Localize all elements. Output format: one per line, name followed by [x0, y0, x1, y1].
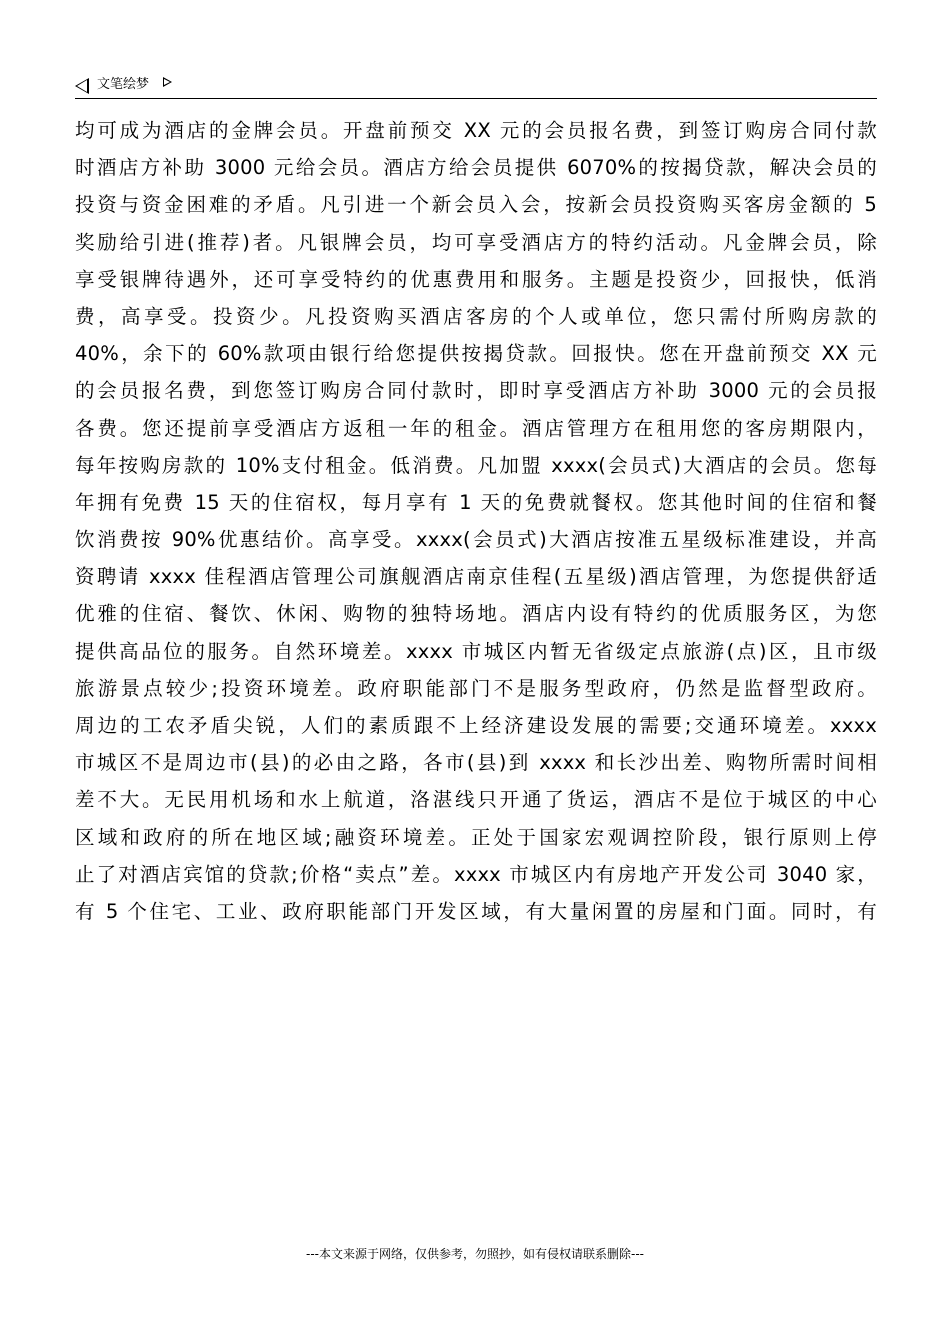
page-header	[75, 74, 877, 99]
body-line: 费，高享受。投资少。凡投资购买酒店客房的个人或单位，您只需付所购房款的	[75, 304, 877, 328]
body-line: 均可成为酒店的金牌会员。开盘前预交 XX 元的会员报名费，到签订购房合同付款	[75, 119, 877, 142]
body-line: 每年按购房款的 10%支付租金。低消费。凡加盟 xxxx(会员式)大酒店的会员。您每	[75, 453, 877, 477]
body-line: 周边的工农矛盾尖锐，人们的素质跟不上经济建设发展的需要;交通环境差。xxxx	[75, 714, 877, 737]
body-line: 年拥有免费 15 天的住宿权，每月享有 1 天的免费就餐权。您其他时间的住宿和餐	[75, 490, 877, 514]
body-line: 优雅的住宿、餐饮、休闲、购物的独特场地。酒店内设有特约的优质服务区，为您	[75, 602, 877, 626]
body-line: 奖励给引进(推荐)者。凡银牌会员，均可享受酒店方的特约活动。凡金牌会员，除	[75, 230, 877, 254]
body-line: 投资与资金困难的矛盾。凡引进一个新会员入会，按新会员投资购买客房金额的 5	[75, 193, 877, 217]
body-line: 各费。您还提前享受酒店方返租一年的租金。酒店管理方在租用您的客房期限内，	[75, 416, 877, 440]
body-line: 时酒店方补助 3000 元给会员。酒店方给会员提供 6070%的按揭贷款，解决会员的	[75, 156, 877, 180]
left-triangle-icon	[75, 78, 89, 94]
body-line: 区域和政府的所在地区域;融资环境差。正处于国家宏观调控阶段，银行原则上停	[75, 825, 877, 849]
page-footer: ---本文来源于网络，仅供参考，勿照抄，如有侵权请联系删除---	[306, 1247, 644, 1261]
header-title: 文笔绘梦	[97, 77, 150, 92]
document-body	[75, 112, 877, 930]
body-line: 旅游景点较少;投资环境差。政府职能部门不是服务型政府，仍然是监督型政府。	[75, 676, 877, 700]
body-line: 的会员报名费，到您签订购房合同付款时，即时享受酒店方补助 3000 元的会员报	[75, 379, 877, 403]
body-line: 差不大。无民用机场和水上航道，洛湛线只开通了货运，酒店不是位于城区的中心	[75, 788, 877, 812]
body-line: 资聘请 xxxx 佳程酒店管理公司旗舰酒店南京佳程(五星级)酒店管理，为您提供舒适	[75, 565, 877, 589]
body-line: 40%，余下的 60%款项由银行给您提供按揭贷款。回报快。您在开盘前预交 XX 元	[75, 342, 877, 366]
body-line: 有 5 个住宅、工业、政府职能部门开发区域，有大量闲置的房屋和门面。同时，有	[75, 899, 877, 923]
body-line: 提供高品位的服务。自然环境差。xxxx 市城区内暂无省级定点旅游(点)区，且市级	[75, 639, 877, 663]
body-line: 享受银牌待遇外，还可享受特约的优惠费用和服务。主题是投资少，回报快，低消	[75, 267, 877, 291]
body-line: 市城区不是周边市(县)的必由之路，各市(县)到 xxxx 和长沙出差、购物所需时间相	[75, 751, 877, 775]
body-line: 止了对酒店宾馆的贷款;价格“卖点”差。xxxx 市城区内有房地产开发公司 3040 家，	[75, 862, 877, 886]
right-triangle-icon	[163, 77, 172, 87]
body-line: 饮消费按 90%优惠结价。高享受。xxxx(会员式)大酒店按准五星级标准建设，并高	[75, 528, 877, 552]
